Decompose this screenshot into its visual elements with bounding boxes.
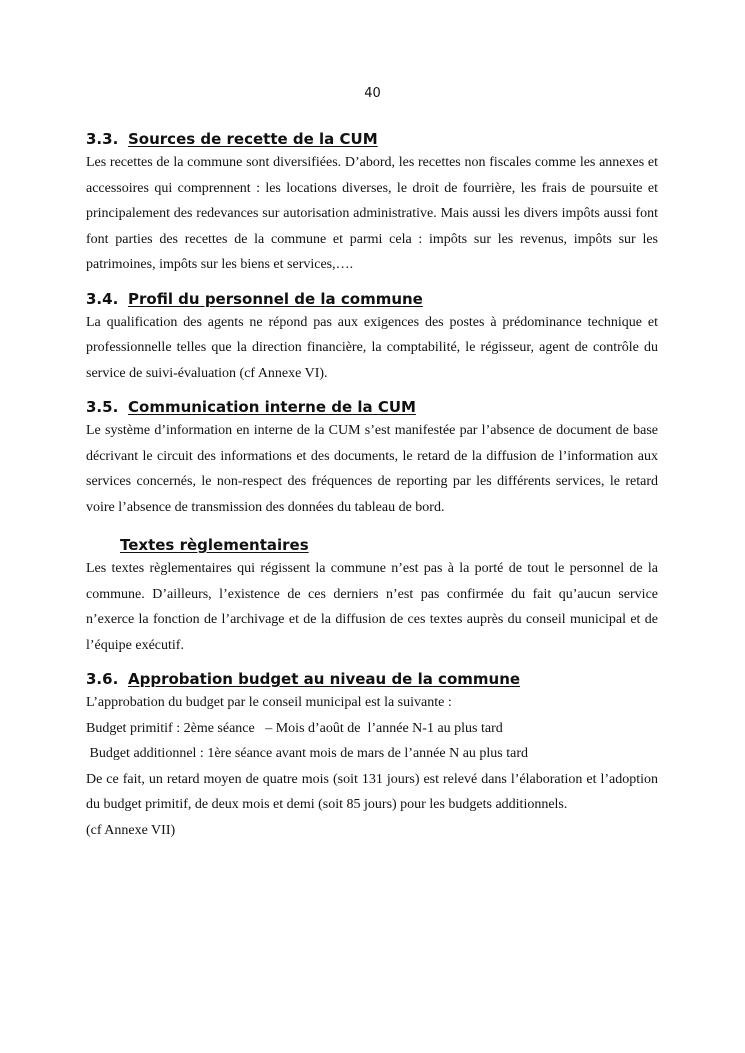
section-number: 3.3.: [86, 130, 119, 148]
section-title: Profil du personnel de la commune: [128, 289, 423, 308]
section-body: Les recettes de la commune sont diversifiées. D’abord, les recettes non fiscales comme les annexes et accessoires qui comprennent : les locations diverses, le droit de fourrière, les frais de poursuite et principalement des redevances sur autorisation administrative. Mais aussi les divers impôts aussi font font parties des recettes de la commune et parmi cela : impôts sur les revenus, impôts sur les patrimoines, impôts sur les biens et services,….: [86, 155, 658, 272]
section-body: De ce fait, un retard moyen de quatre mois (soit 131 jours) est relevé dans l’élaboration et l’adoption du budget primitif, de deux mois et demi (soit 85 jours) pour les budgets additionnels.: [86, 771, 658, 812]
section-title: Textes règlementaires: [120, 536, 309, 554]
section-heading: [86, 396, 658, 418]
annex-reference: (cf Annexe VII): [86, 822, 176, 838]
section-number: 3.4.: [86, 289, 119, 308]
section-3-6: [86, 668, 658, 843]
section-body: La qualification des agents ne répond pas aux exigences des postes à prédominance technique et professionnelle telles que la direction financière, la comptabilité, le régisseur, agent de contrôle du service de suivi-évaluation (cf Annexe VI).: [86, 314, 658, 381]
page-content: [86, 128, 658, 853]
section-3-5: [86, 396, 658, 520]
page-number: 40: [364, 86, 381, 101]
section-number: 3.5.: [86, 398, 119, 416]
section-title: Sources de recette de la CUM: [128, 130, 378, 148]
section-intro: L’approbation du budget par le conseil municipal est la suivante :: [86, 695, 452, 710]
budget-additionnel-line: Budget additionnel : 1ère séance avant mois de mars de l’année N au plus tard: [86, 746, 529, 761]
section-title: Communication interne de la CUM: [128, 398, 416, 416]
section-textes-reglementaires: [86, 534, 658, 658]
section-3-3: [86, 128, 658, 278]
section-body: Le système d’information en interne de la CUM s’est manifestée par l’absence de document de base décrivant le circuit des informations et des documents, le retard de la diffusion de l’information aux services concernés, le non-respect des fréquences de reporting par les différents services, le retard voire l’absence de transmission des données du tableau de bord.: [86, 423, 658, 515]
section-title: Approbation budget au niveau de la commune: [128, 670, 521, 688]
section-3-4: [86, 288, 658, 387]
section-number: 3.6.: [86, 670, 119, 688]
section-heading: [86, 128, 658, 150]
section-heading: [86, 288, 658, 310]
section-heading: [86, 534, 658, 556]
budget-primitif-line: Budget primitif : 2ème séance – Mois d’août de l’année N-1 au plus tard: [86, 720, 503, 736]
section-body: Les textes règlementaires qui régissent la commune n’est pas à la porté de tout le personnel de la commune. D’ailleurs, l’existence de ces derniers n’est pas confirmée du fait qu’aucun service n’exerce la fonction de l’archivage et de la diffusion de ces textes auprès du conseil municipal et de l’équipe exécutif.: [86, 561, 658, 653]
section-heading: [86, 668, 658, 690]
